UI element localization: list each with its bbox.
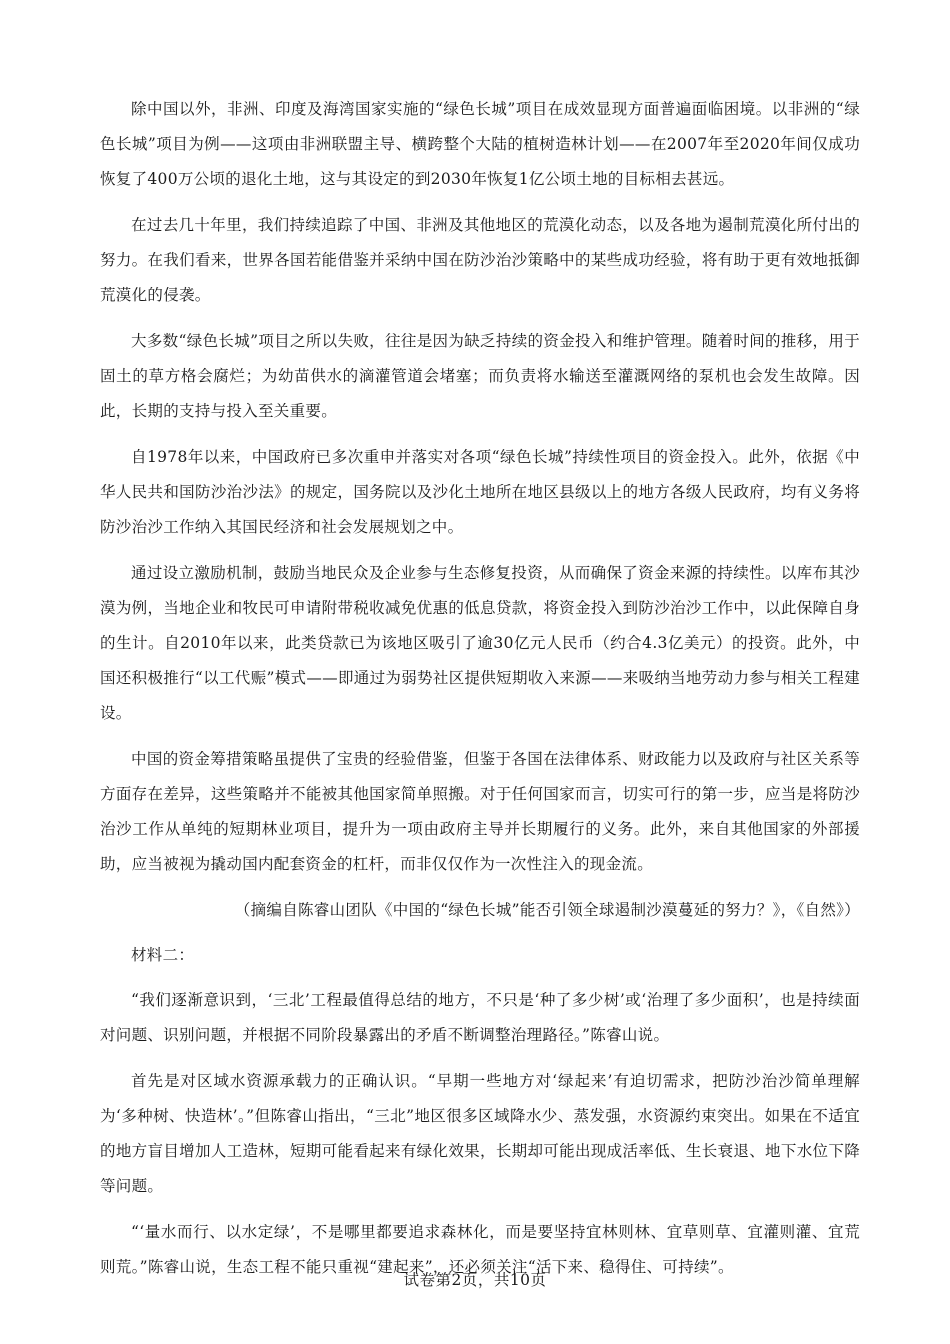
paragraph-3: 大多数“绿色长城”项目之所以失败，往往是因为缺乏持续的资金投入和维护管理。随着时间的推移，用于固土的草方格会腐烂；为幼苗供水的滴灌管道会堵塞；而负责将水输送至灌溉网络的泵机也会发生故障。因此，长期的支持与投入至关重要。 bbox=[100, 332, 860, 420]
document-body bbox=[100, 92, 860, 1296]
paragraph-1: 除中国以外，非洲、印度及海湾国家实施的“绿色长城”项目在成效显现方面普遍面临困境。以非洲的“绿色长城”项目为例——这项由非洲联盟主导、横跨整个大陆的植树造林计划——在2007年至2020年间仅成功恢复了400万公顷的退化土地，这与其设定的到2030年恢复1亿公顷土地的目标相去甚远。 bbox=[100, 100, 860, 188]
paragraph-5: 通过设立激励机制，鼓励当地民众及企业参与生态修复投资，从而确保了资金来源的持续性。以库布其沙漠为例，当地企业和牧民可申请附带税收减免优惠的低息贷款，将资金投入到防沙治沙工作中，以此保障自身的生计。自2010年以来，此类贷款已为该地区吸引了逾30亿元人民币（约合4.3亿美元）的投资。此外，中国还积极推行“以工代赈”模式——即通过为弱势社区提供短期收入来源——来吸纳当地劳动力参与相关工程建设。 bbox=[100, 564, 860, 722]
paragraph-9: “‘量水而行、以水定绿’，不是哪里都要追求森林化，而是要坚持宜林则林、宜草则草、宜灌则灌、宜荒则荒。”陈睿山说，生态工程不能只重视“建起来”，还必须关注“活下来、稳得住、可持续”。 bbox=[100, 1223, 860, 1276]
paragraph-4: 自1978年以来，中国政府已多次重申并落实对各项“绿色长城”持续性项目的资金投入。此外，依据《中华人民共和国防沙治沙法》的规定，国务院以及沙化土地所在地区县级以上的地方各级人民政府，均有义务将防沙治沙工作纳入其国民经济和社会发展规划之中。 bbox=[100, 448, 860, 536]
paragraph-7: “我们逐渐意识到，‘三北’工程最值得总结的地方，不只是‘种了多少树’或‘治理了多少面积’，也是持续面对问题、识别问题，并根据不同阶段暴露出的矛盾不断调整治理路径。”陈睿山说。 bbox=[100, 991, 860, 1044]
paragraph-2: 在过去几十年里，我们持续追踪了中国、非洲及其他地区的荒漠化动态，以及各地为遏制荒漠化所付出的努力。在我们看来，世界各国若能借鉴并采纳中国在防沙治沙策略中的某些成功经验，将有助于更有效地抵御荒漠化的侵袭。 bbox=[100, 216, 860, 304]
material-heading: 材料二： bbox=[131, 946, 195, 964]
source-citation: （摘编自陈睿山团队《中国的“绿色长城”能否引领全球遏制沙漠蔓延的努力？》，《自然》） bbox=[234, 901, 860, 919]
paragraph-8: 首先是对区域水资源承载力的正确认识。“早期一些地方对‘绿起来’有迫切需求，把防沙治沙简单理解为‘多种树、快造林’。”但陈睿山指出，“三北”地区很多区域降水少、蒸发强，水资源约束突出。如果在不适宜的地方盲目增加人工造林，短期可能看起来有绿化效果，长期却可能出现成活率低、生长衰退、地下水位下降等问题。 bbox=[100, 1072, 860, 1195]
page-footer: 试卷第2页，共10页 bbox=[403, 1271, 547, 1289]
paragraph-6: 中国的资金筹措策略虽提供了宝贵的经验借鉴，但鉴于各国在法律体系、财政能力以及政府与社区关系等方面存在差异，这些策略并不能被其他国家简单照搬。对于任何国家而言，切实可行的第一步，应当是将防沙治沙工作从单纯的短期林业项目，提升为一项由政府主导并长期履行的义务。此外，来自其他国家的外部援助，应当被视为撬动国内配套资金的杠杆，而非仅仅作为一次性注入的现金流。 bbox=[100, 750, 860, 873]
